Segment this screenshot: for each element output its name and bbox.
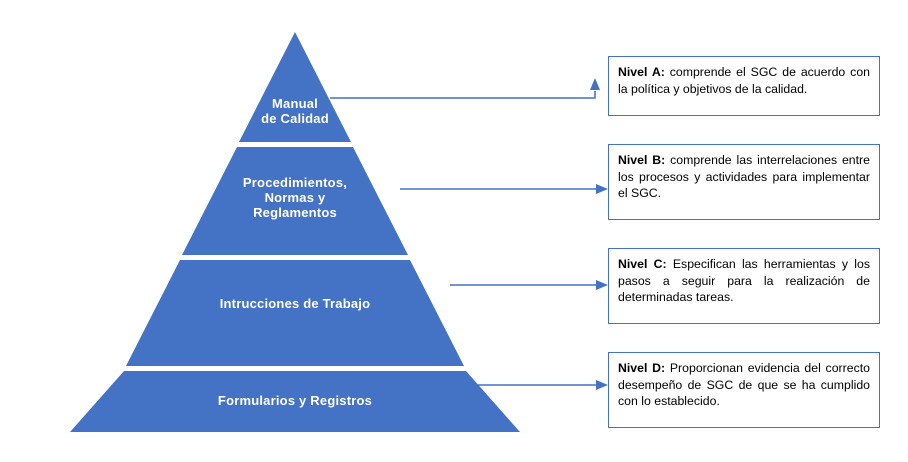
pyramid-tier-1-label: Manual de Calidad — [261, 96, 329, 126]
arrow-to-note-b — [400, 182, 608, 196]
note-box-nivel-b — [608, 144, 880, 220]
note-box-nivel-c — [608, 248, 880, 324]
note-level-b-label: Nivel B: — [618, 153, 666, 167]
pyramid-tier-3 — [126, 260, 464, 366]
pyramid-tier-2 — [182, 147, 408, 255]
note-level-a-label: Nivel A: — [618, 65, 665, 79]
arrow-to-note-a — [330, 78, 608, 98]
note-box-nivel-d — [608, 352, 880, 428]
note-level-c-label: Nivel C: — [618, 257, 667, 271]
pyramid-tier-3-label: Intrucciones de Trabajo — [219, 296, 371, 311]
note-level-a-text: comprende el SGC de acuerdo con la política y objetivos de la calidad. — [618, 65, 870, 96]
pyramid-tier-4-label: Formularios y Registros — [217, 393, 373, 408]
note-box-nivel-a — [608, 56, 880, 116]
note-level-b-text: comprende las interrelaciones entre los procesos y actividades para implementar el SGC. — [618, 153, 870, 200]
arrow-to-note-d — [450, 378, 608, 392]
note-level-d-label: Nivel D: — [618, 361, 666, 375]
arrow-to-note-c — [450, 278, 608, 292]
note-level-d-text: Proporcionan evidencia del correcto desempeño de SGC de que se ha cumplido con lo establecido. — [618, 361, 870, 408]
note-level-c-text: Especifican las herramientas y los pasos a seguir para la realización de determinadas tareas. — [618, 257, 870, 304]
pyramid-tier-2-label: Procedimientos, Normas y Reglamentos — [242, 175, 348, 220]
